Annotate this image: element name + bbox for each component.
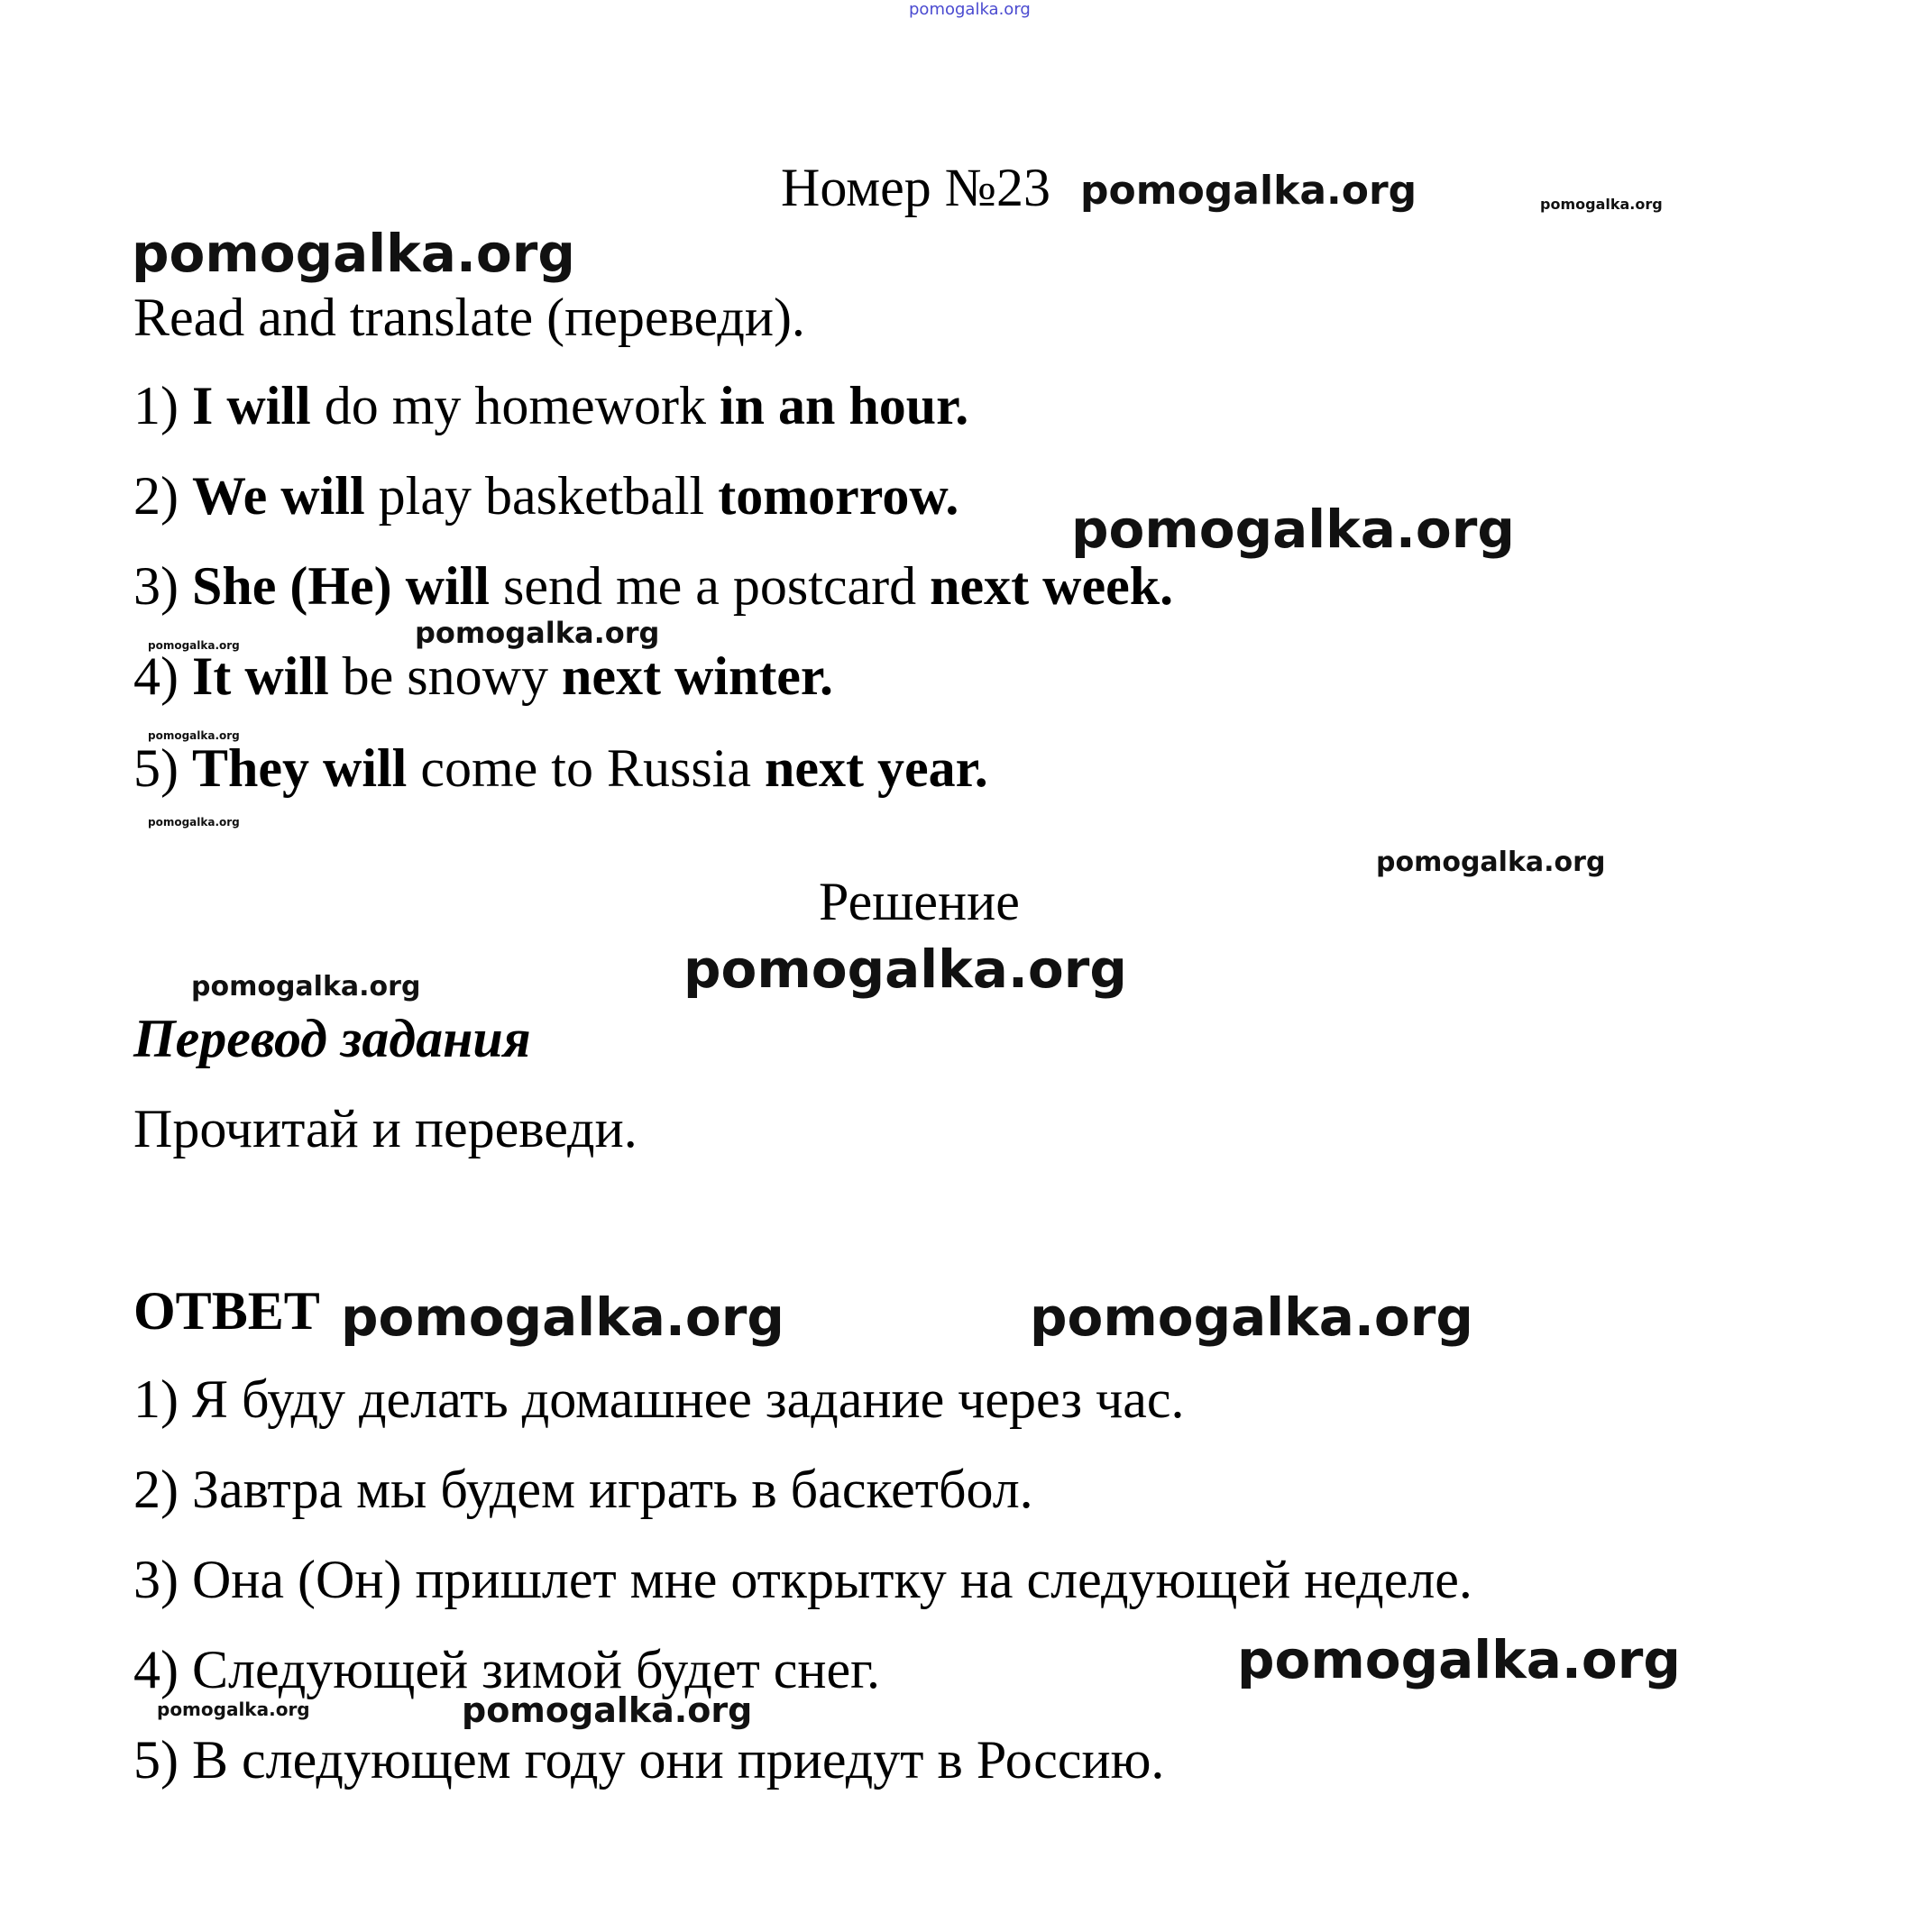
translation-text: Прочитай и переведи. (133, 1099, 637, 1158)
sentence-bold-end: tomorrow. (718, 466, 959, 526)
sentence-middle: come to Russia (407, 738, 765, 798)
watermark: pomogalka.org (1030, 1286, 1473, 1348)
watermark: pomogalka.org (132, 223, 575, 284)
watermark: pomogalka.org (157, 1699, 310, 1720)
sentence-number: 1) (133, 376, 179, 435)
answer-line-5: 5) В следующем году они приедут в Россию. (133, 1730, 1165, 1790)
watermark: pomogalka.org (1540, 196, 1663, 213)
sentence-bold-end: next year. (764, 738, 988, 798)
sentence-number: 3) (133, 556, 179, 616)
answer-line-1: 1) Я буду делать домашнее задание через час. (133, 1369, 1185, 1429)
answer-line-2: 2) Завтра мы будем играть в баскетбол. (133, 1460, 1033, 1519)
sentence-3 (133, 556, 1174, 616)
page-title: Номер №23 (781, 158, 1051, 217)
watermark: pomogalka.org (1237, 1629, 1681, 1690)
answer-heading (133, 1281, 320, 1341)
watermark: pomogalka.org (148, 639, 240, 652)
answer-heading-label: ОТВЕТ (133, 1281, 320, 1341)
sentence-middle: send me a postcard (489, 556, 931, 616)
sentence-bold-start: She (He) will (191, 556, 490, 616)
solution-heading: Решение (819, 872, 1020, 931)
sentence-1 (133, 376, 969, 435)
watermark: pomogalka.org (1080, 168, 1417, 214)
sentence-number: 5) (133, 738, 179, 798)
sentence-number: 2) (133, 466, 179, 526)
watermark: pomogalka.org (1376, 847, 1606, 878)
watermark: pomogalka.org (462, 1690, 753, 1730)
sentence-bold-end: in an hour. (719, 376, 969, 435)
answer-line-4: 4) Следующей зимой будет снег. (133, 1640, 881, 1699)
sentence-bold-start: It will (191, 646, 329, 706)
watermark: pomogalka.org (1071, 499, 1515, 560)
watermark: pomogalka.org (191, 971, 421, 1003)
watermark: pomogalka.org (341, 1286, 784, 1348)
sentence-bold-end: next week. (930, 556, 1174, 616)
sentence-4 (133, 646, 834, 706)
sentence-middle: do my homework (310, 376, 720, 435)
task-instruction: Read and translate (переведи). (133, 288, 805, 347)
watermark: pomogalka.org (683, 939, 1127, 1000)
sentence-2 (133, 466, 959, 526)
sentence-bold-start: We will (191, 466, 365, 526)
sentence-5 (133, 738, 988, 798)
sentence-number: 4) (133, 646, 179, 706)
watermark: pomogalka.org (148, 729, 240, 742)
watermark: pomogalka.org (148, 816, 240, 829)
answer-line-3: 3) Она (Он) пришлет мне открытку на следующей неделе. (133, 1550, 1472, 1609)
sentence-middle: be snowy (328, 646, 562, 706)
sentence-bold-end: next winter. (561, 646, 834, 706)
translation-heading: Перевод задания (133, 1009, 531, 1068)
sentence-bold-start: They will (191, 738, 408, 798)
top-watermark: pomogalka.org (909, 0, 1031, 19)
sentence-middle: play basketball (364, 466, 719, 526)
watermark: pomogalka.org (415, 616, 660, 650)
sentence-bold-start: I will (191, 376, 311, 435)
